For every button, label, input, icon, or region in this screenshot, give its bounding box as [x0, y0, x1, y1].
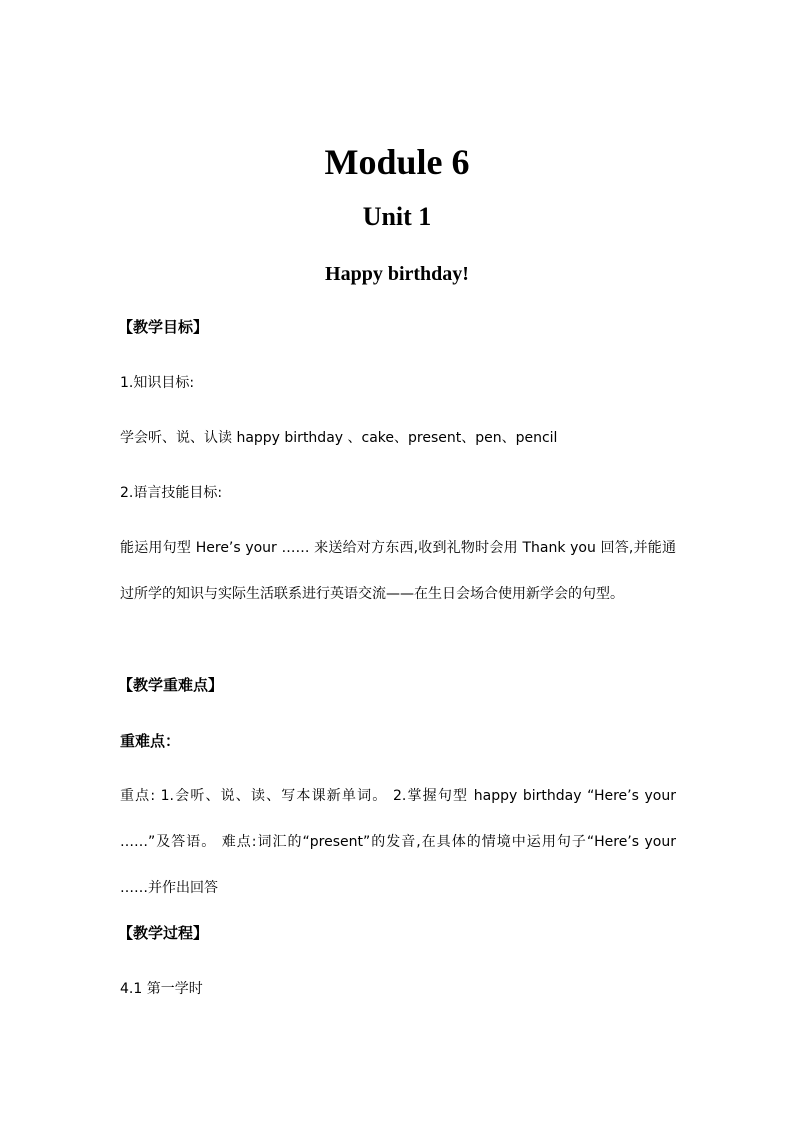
- keypoints-text: 重点: 1.会听、说、读、写本课新单词。 2.掌握句型 happy birthday “Here’s your ……”及答语。 难点:词汇的“present”的发音,在具体的情境中运用句子“Here’s your ……并作出回答: [120, 788, 676, 896]
- module-title: Module 6: [324, 142, 470, 182]
- skills-goal-label: 2.语言技能目标:: [120, 485, 223, 501]
- lesson-subtitle: Happy birthday!: [325, 263, 469, 285]
- knowledge-goal-text: 学会听、说、认读 happy birthday 、cake、present、pen、pencil: [120, 430, 558, 446]
- skills-goal-text: 能运用句型 Here’s your …… 来送给对方东西,收到礼物时会用 Thank you 回答,并能通过所学的知识与实际生活联系进行英语交流——在生日会场合使用新学会的句型。: [120, 540, 676, 602]
- process-heading: 【教学过程】: [118, 924, 209, 942]
- objectives-heading: 【教学目标】: [118, 318, 209, 336]
- unit-title: Unit 1: [362, 202, 432, 231]
- keypoints-label: 重难点：: [120, 732, 181, 750]
- keypoints-heading: 【教学重难点】: [118, 676, 224, 694]
- first-period-label: 4.1 第一学时: [120, 981, 203, 997]
- knowledge-goal-label: 1.知识目标:: [120, 375, 195, 391]
